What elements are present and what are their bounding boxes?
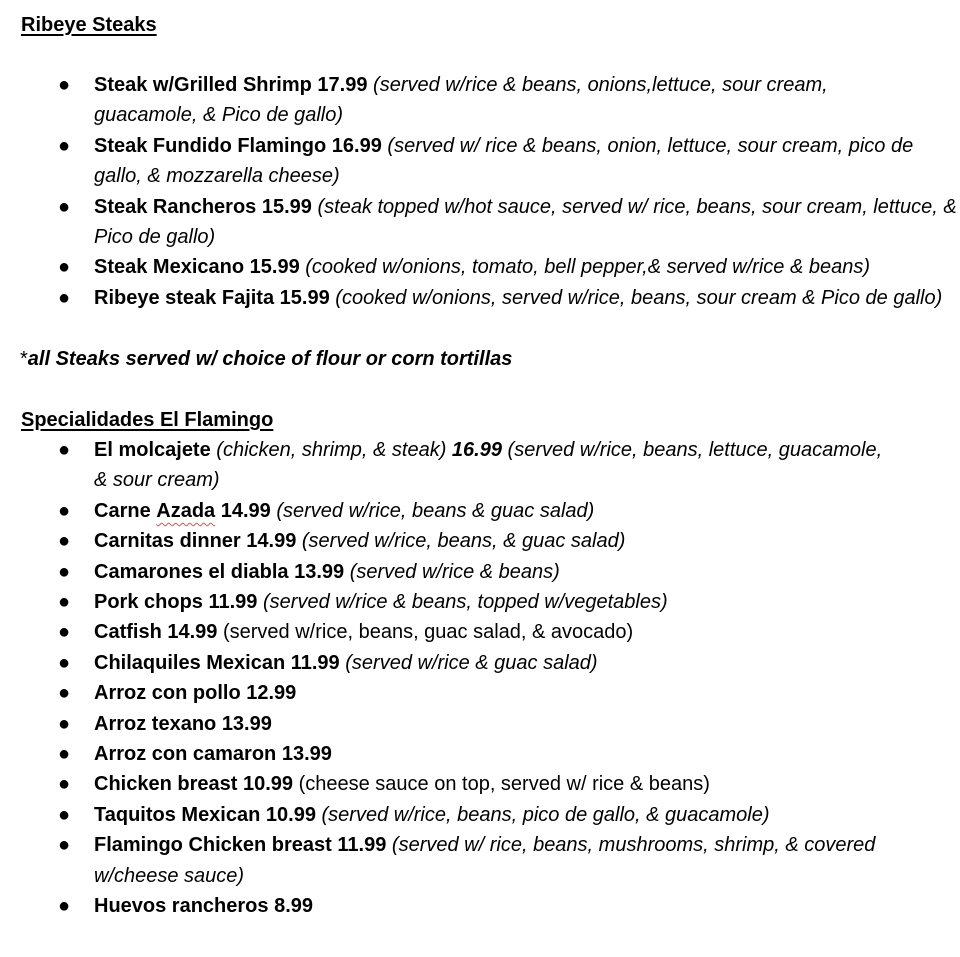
list-item: [0, 252, 960, 282]
item-name: Camarones el diabla: [94, 560, 289, 583]
item-description: (served w/rice & beans): [349, 560, 560, 583]
item-price: 14.99: [220, 499, 271, 522]
item-description: (served w/ rice, beans, mushrooms, shrimp, & covered: [391, 834, 876, 857]
item-description: (served w/rice, beans & guac salad): [276, 499, 595, 522]
item-name: Arroz con pollo: [94, 682, 241, 705]
bullet-icon: ●: [57, 560, 71, 583]
list-item: [0, 800, 960, 830]
item-price: 12.99: [246, 682, 297, 705]
list-item: [0, 830, 960, 891]
bullet-icon: ●: [57, 712, 71, 735]
item-name: Steak w/Grilled Shrimp: [94, 74, 312, 96]
item-subtitle: (chicken, shrimp, & steak): [216, 439, 447, 461]
bullet-icon: ●: [57, 803, 71, 826]
section-title-especialidades: Specialidades El Flamingo: [21, 409, 274, 431]
item-price: 11.99: [208, 591, 258, 614]
item-name: Chicken breast: [94, 773, 238, 796]
note-text: all Steaks served w/ choice of flour or corn tortillas: [27, 348, 513, 370]
list-item: [0, 891, 960, 921]
item-price: 10.99: [265, 803, 316, 826]
item-description: (cooked w/onions, served w/rice, beans, sour cream & Pico de gallo): [335, 286, 943, 309]
item-price: 10.99: [242, 773, 294, 796]
bullet-icon: ●: [57, 651, 71, 674]
item-name: Steak Rancheros: [94, 195, 257, 218]
item-price: 11.99: [337, 834, 387, 857]
bullet-icon: ●: [57, 743, 71, 766]
bullet-icon: ●: [57, 499, 71, 522]
list-item: [0, 557, 960, 587]
item-description: (steak topped w/hot sauce, served w/ rice, beans, sour cream, lettuce, & Pico de gallo): [94, 195, 957, 249]
list-item: [0, 192, 960, 253]
item-price: 16.99: [331, 134, 382, 157]
item-price: 17.99: [317, 74, 368, 96]
item-price: 14.99: [167, 621, 218, 644]
item-name: Steak Mexicano: [94, 256, 245, 279]
list-item: [0, 131, 960, 192]
item-name-flagged: Azada: [156, 499, 216, 522]
item-price: 14.99: [246, 530, 297, 553]
item-description: (served w/rice & beans, onions,lettuce, sour cream, guacamole, & Pico de gallo): [94, 74, 828, 127]
item-price: 15.99: [279, 286, 330, 309]
bullet-icon: ●: [57, 834, 71, 857]
item-description: (served w/rice, beans, & guac salad): [301, 530, 626, 553]
item-price: 15.99: [261, 195, 312, 218]
bullet-icon: ●: [57, 682, 71, 705]
list-item: [0, 617, 960, 647]
bullet-icon: ●: [57, 439, 71, 461]
item-description: (served w/rice & beans, topped w/vegetables): [263, 591, 668, 614]
item-price: 13.99: [281, 743, 332, 766]
list-item: [0, 678, 960, 708]
item-name: Taquitos Mexican: [94, 803, 261, 826]
item-name: Steak Fundido Flamingo: [94, 134, 327, 157]
item-name: Carnitas dinner: [94, 530, 241, 553]
bullet-icon: ●: [57, 256, 71, 279]
list-item: [0, 587, 960, 617]
item-price: 15.99: [249, 256, 300, 279]
item-name: El molcajete: [94, 439, 211, 461]
item-name: Carne: [94, 499, 151, 522]
item-name: Huevos rancheros: [94, 895, 269, 918]
item-price: 13.99: [294, 560, 345, 583]
especialidades-list: [0, 435, 960, 922]
list-item: [0, 496, 960, 526]
item-name: Flamingo Chicken breast: [94, 834, 332, 857]
item-name: Pork chops: [94, 591, 203, 614]
item-description-continued: w/cheese sauce): [94, 864, 245, 887]
item-description: (served w/rice, beans, guac salad, & avocado): [222, 621, 634, 644]
item-description: (cheese sauce on top, served w/ rice & beans): [298, 773, 710, 796]
note-asterisk: *: [20, 348, 28, 370]
list-item: [0, 648, 960, 678]
item-price: 16.99: [451, 439, 502, 461]
list-item: [0, 709, 960, 739]
item-name: Chilaquiles Mexican: [94, 651, 286, 674]
bullet-icon: ●: [57, 74, 71, 96]
item-description: (served w/rice, beans, pico de gallo, & guacamole): [321, 803, 770, 826]
item-description: (served w/rice, beans, lettuce, guacamole, & sour cream): [94, 439, 883, 492]
item-price: 8.99: [274, 895, 314, 918]
item-name: Arroz con camaron: [94, 743, 277, 766]
list-item: [0, 435, 960, 496]
bullet-icon: ●: [57, 895, 71, 918]
bullet-icon: ●: [57, 134, 71, 157]
bullet-icon: ●: [57, 286, 71, 309]
item-description: (served w/rice & guac salad): [345, 651, 598, 674]
section-title-ribeye: Ribeye Steaks: [21, 14, 157, 36]
bullet-icon: ●: [57, 621, 71, 644]
bullet-icon: ●: [57, 773, 71, 796]
bullet-icon: ●: [57, 530, 71, 553]
list-item: [0, 526, 960, 556]
list-item: [0, 739, 960, 769]
item-name: Ribeye steak Fajita: [94, 286, 275, 309]
list-item: [0, 70, 960, 131]
list-item: [0, 283, 960, 313]
item-price: 11.99: [290, 651, 340, 674]
item-description: (served w/ rice & beans, onion, lettuce, sour cream, pico de gallo, & mozzarella cheese): [94, 134, 914, 188]
item-name: Catfish: [94, 621, 162, 644]
bullet-icon: ●: [57, 591, 71, 614]
bullet-icon: ●: [57, 195, 71, 218]
item-name: Arroz texano: [94, 712, 217, 735]
ribeye-list: [0, 70, 960, 313]
list-item: [0, 769, 960, 799]
item-description: (cooked w/onions, tomato, bell pepper,& served w/rice & beans): [305, 256, 871, 279]
item-price: 13.99: [221, 712, 272, 735]
steaks-note: [20, 344, 512, 374]
